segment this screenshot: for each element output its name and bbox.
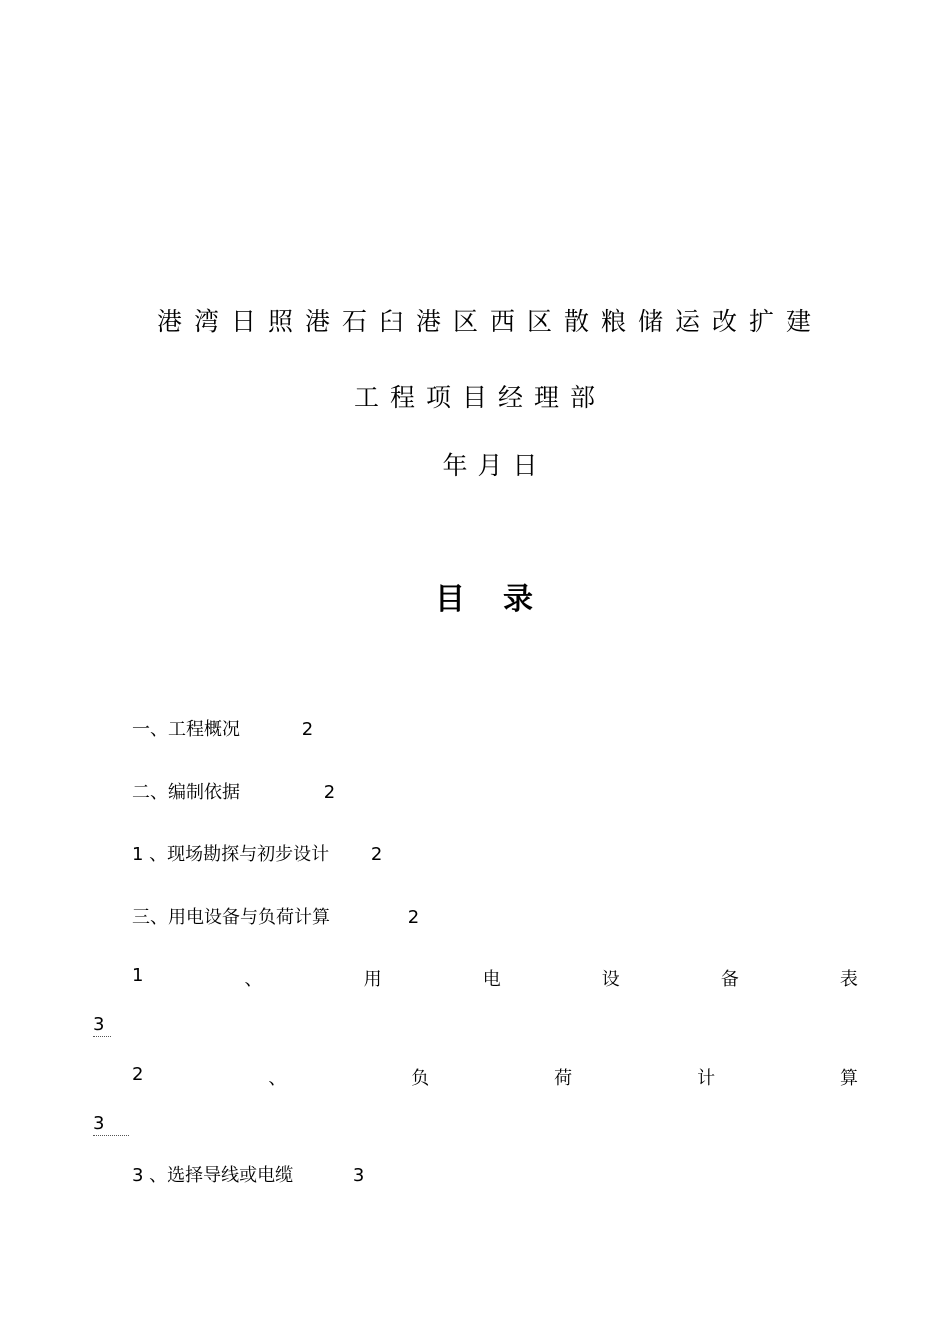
toc-entry-label-part: 计: [697, 1068, 716, 1089]
toc-entry-label: 二、编制依据: [132, 782, 240, 803]
toc-entry[interactable]: [132, 715, 313, 741]
toc-entry-page: 2: [370, 844, 383, 865]
toc-entry-spread[interactable]: [132, 1064, 858, 1090]
toc-entry-label-part: 1: [132, 965, 144, 986]
toc-entry-label-part: 负: [411, 1068, 430, 1089]
toc-title: 目录: [435, 582, 571, 617]
toc-entry-label: 三、用电设备与负荷计算: [132, 907, 330, 928]
toc-entry-page: 2: [323, 782, 336, 803]
toc-entry-label-part: 2: [132, 1064, 144, 1085]
toc-entry-label-part: 电: [482, 969, 501, 990]
toc-entry-page: 2: [407, 907, 420, 928]
toc-entry-label-part: 、: [268, 1068, 287, 1089]
toc-entry-label-part: 设: [601, 969, 620, 990]
toc-entry-page: 3: [93, 1113, 129, 1136]
toc-entry[interactable]: [132, 1161, 364, 1187]
cover-department: 工程项目经理部: [353, 383, 606, 412]
toc-entry-page: 3: [352, 1165, 365, 1186]
cover-date: 年月日: [442, 451, 548, 480]
toc-entry-label: 3 、选择导线或电缆: [132, 1165, 294, 1186]
toc-entry-label-part: 、: [244, 969, 263, 990]
toc-entry-label-part: 表: [839, 969, 858, 990]
toc-entry-label-part: 算: [839, 1068, 858, 1089]
toc-entry[interactable]: [132, 778, 335, 804]
toc-entry[interactable]: [132, 840, 382, 866]
toc-entry[interactable]: [132, 903, 419, 929]
toc-entry-label-part: 荷: [554, 1068, 573, 1089]
toc-entry-label-part: 用: [363, 969, 382, 990]
toc-entry-page: 2: [301, 719, 314, 740]
toc-entry-label-part: 备: [720, 969, 739, 990]
cover-project-name: 港湾日照港石臼港区西区散粮储运改扩建: [156, 307, 823, 336]
toc-entry-spread[interactable]: [132, 965, 858, 991]
toc-entry-label: 1 、现场勘探与初步设计: [132, 844, 330, 865]
toc-entry-page: 3: [93, 1014, 111, 1037]
toc-entry-label: 一、工程概况: [132, 719, 240, 740]
